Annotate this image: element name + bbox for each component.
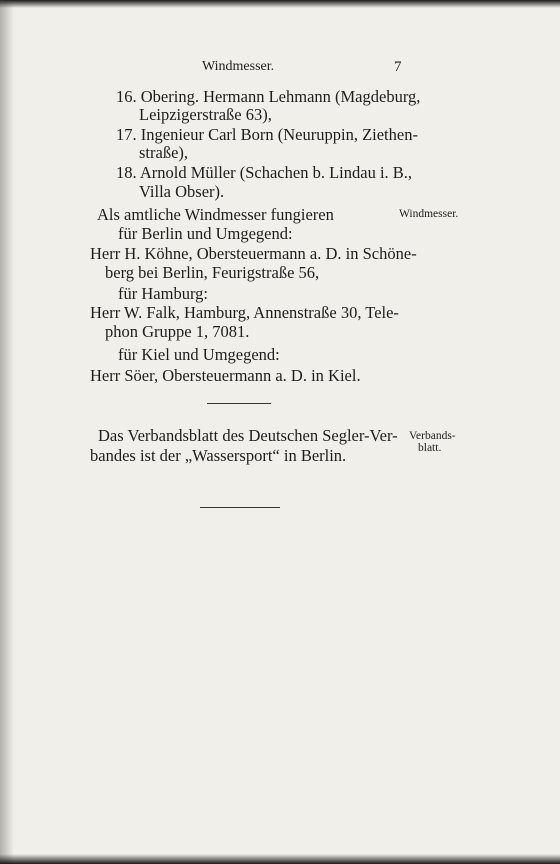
kiel-entry: Herr Söer, Obersteuermann a. D. in Kiel. [90,366,361,385]
list-item-18-line1: 18. Arnold Müller (Schachen b. Lindau i. B., [116,163,413,182]
scan-edge-bottom [0,854,560,864]
list-item-17-line1: 17. Ingenieur Carl Born (Neuruppin, Ziethen- [116,125,418,144]
hamburg-entry-line2: phon Gruppe 1, 7081. [105,322,250,341]
margin-note-verbandsblatt-line1: Verbands- [409,430,456,442]
section-divider [207,403,271,404]
hamburg-entry-line1: Herr W. Falk, Hamburg, Annenstraße 30, Tele- [90,303,399,322]
margin-note-windmesser: Windmesser. [399,208,459,220]
closing-divider [200,507,280,508]
page-number: 7 [394,59,402,75]
windmesser-intro: Als amtliche Windmesser fungieren [97,205,334,224]
verbandsblatt-line2: bandes ist der „Wassersport“ in Berlin. [90,446,347,465]
list-item-17-line2: straße), [139,143,189,162]
running-title: Windmesser. [202,59,275,74]
berlin-entry-line1: Herr H. Köhne, Obersteuermann a. D. in Schöne- [90,244,417,263]
scan-edge-top [0,0,560,8]
hamburg-heading: für Hamburg: [118,284,208,303]
list-item-16-line1: 16. Obering. Hermann Lehmann (Magdeburg, [116,87,421,106]
list-item-16-line2: Leipzigerstraße 63), [139,105,272,124]
scan-edge-left [0,0,14,864]
margin-note-verbandsblatt-line2: blatt. [418,442,442,454]
berlin-heading: für Berlin und Umgegend: [118,224,293,243]
verbandsblatt-line1: Das Verbandsblatt des Deutschen Segler-Ver- [98,426,398,445]
berlin-entry-line2: berg bei Berlin, Feurigstraße 56, [105,263,320,282]
kiel-heading: für Kiel und Umgegend: [118,345,280,364]
list-item-18-line2: Villa Obser). [139,182,225,201]
